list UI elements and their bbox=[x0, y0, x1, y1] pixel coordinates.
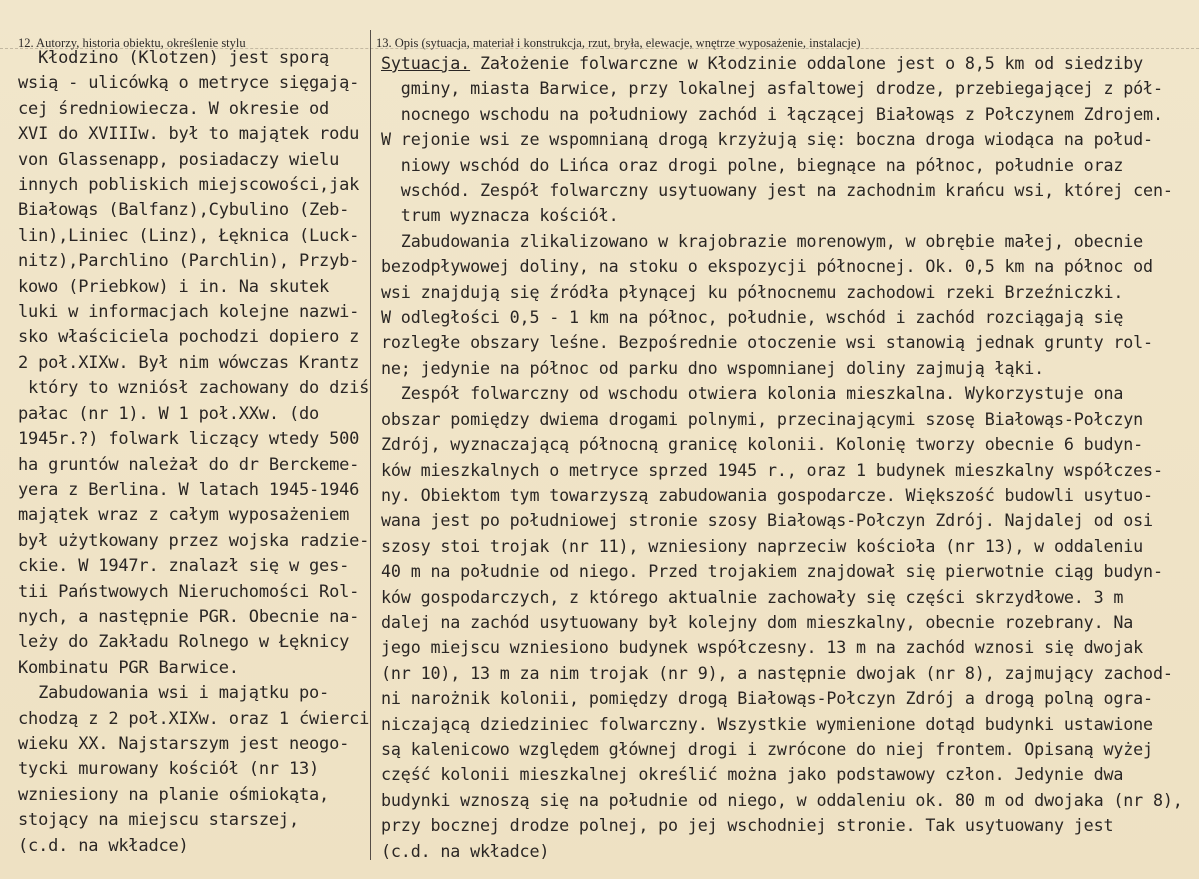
description-body: Założenie folwarczne w Kłodzinie oddalone jest o 8,5 km od siedziby gminy, miasta Barwice, przy lokalnej asfaltowej drodze, przebiegającej z pół- nocnego wschodu na południowy zachód i łączącej Białowąs z Połczynem Zdrojem. W rejonie wsi ze wspomnianą drogą krzyżują się: boczna droga wiodąca na połud- niowy wschód do Lińca oraz drogi polne, biegnące na północ, południe oraz wschód. Zespół folwarczny usytuowany jest na zachodnim krańcu wsi, której cen- trum wyznacza kościół. Zabudowania zlikalizowano w krajobrazie morenowym, w obrębie małej, obecnie bezodpływowej doliny, na stoku o ekspozycji północnej. Ok. 0,5 km na północ od wsi znajdują się źródła płynącej ku północnemu zachodowi rzeki Brzeźniczki. W odległości 0,5 - 1 km na północ, południe, wschód i zachód rozciągają się rozległe obszary leśne. Bezpośrednie otoczenie wsi stanowią jednak grunty rol- ne; jedynie na północ od parku dno wspomnianej doliny zajmują łąki. Zespół folwarczny od wschodu otwiera kolonia mieszkalna. Wykorzystuje ona obszar pomiędzy dwiema drogami polnymi, przecinającymi szosę Białowąs-Połczyn Zdrój, wyznaczającą północną granicę kolonii. Kolonię tworzy obecnie 6 budyn- ków mieszkalnych o metryce sprzed 1945 r., oraz 1 budynek mieszkalny współczes- ny. Obiektom tym towarzyszą zabudowania gospodarcze. Większość budowli usytuo- wana jest po południowej stronie szosy Białowąs-Połczyn Zdrój. Najdalej od osi szosy stoi trojak (nr 11), wzniesiony naprzeciw kościoła (nr 13), w oddaleniu 40 m na południe od niego. Przed trojakiem znajdował się pierwotnie ciąg budyn- ków gospodarczych, z którego aktualnie zachowały się części skrzydłowe. 3 m dalej na zachód usytuowany był kolejny dom mieszkalny, obecnie rozebrany. Na jego miejscu wzniesiono budynek współczesny. 13 m na zachód wznosi się dwojak (nr 10), 13 m za nim trojak (nr 9), a następnie dwojak (nr 8), zajmujący zachod- ni narożnik kolonii, pomiędzy drogą Białowąs-Połczyn Zdrój a drogą polną ogra- niczającą dziedziniec folwarczny. Wszystkie wymienione dotąd budynki ustawione są kalenicowo względem głównej drogi i zwrócone do niej frontem. Opisaną wyżej część kolonii mieszkalnej określić można jako podstawowy człon. Jedynie dwa budynki wznoszą się na południe od niego, w oddaleniu ok. 80 m od dwojaka (nr 8), przy bocznej drodze polnej, po jej wschodniej stronie. Tak usytuowany jest (c.d. na wkładce) bbox=[381, 53, 1183, 861]
history-text: Kłodzino (Klotzen) jest sporą wsią - ulicówką o metryce sięgają- cej średniowiecza. W okresie od XVI do XVIIIw. był to majątek rodu von Glassenapp, posiadaczy wielu innych pobliskich miejscowości,jak Białowąs (Balfanz),Cybulino (Zeb- lin),Liniec (Linz), Łęknica (Luck- nitz),Parchlino (Parchlin), Przyb- kowo (Priebkow) i in. Na skutek luki w informacjach kolejne nazwi- sko właściciela pochodzi dopiero z 2 poł.XIXw. Był nim wówczas Krantz który to wzniósł zachowany do dziś pałac (nr 1). W 1 poł.XXw. (do 1945r.?) folwark liczący wtedy 500 ha gruntów należał do dr Berckeme- yera z Berlina. W latach 1945-1946 majątek wraz z całym wyposażeniem był użytkowany przez wojska radzie- ckie. W 1947r. znalazł się w ges- tii Państwowych Nieruchomości Rol- nych, a następnie PGR. Obecnie na- leży do Zakładu Rolnego w Łęknicy Kombinatu PGR Barwice. Zabudowania wsi i majątku po- chodzą z 2 poł.XIXw. oraz 1 ćwierci wieku XX. Najstarszym jest neogo- tycki murowany kościół (nr 13) wzniesiony na planie ośmiokąta, stojący na miejscu starszej, (c.d. na wkładce) bbox=[18, 48, 370, 856]
situation-lead: Sytuacja. bbox=[381, 53, 471, 73]
description-text bbox=[381, 51, 1183, 864]
column-divider bbox=[370, 30, 371, 860]
section-12-heading: 12. Autorzy, historia obiektu, określenie stylu bbox=[18, 36, 246, 50]
section-13-heading: 13. Opis (sytuacja, materiał i konstrukcja, rzut, bryła, elewacje, wnętrze wyposażenie, instalacje) bbox=[376, 36, 861, 50]
